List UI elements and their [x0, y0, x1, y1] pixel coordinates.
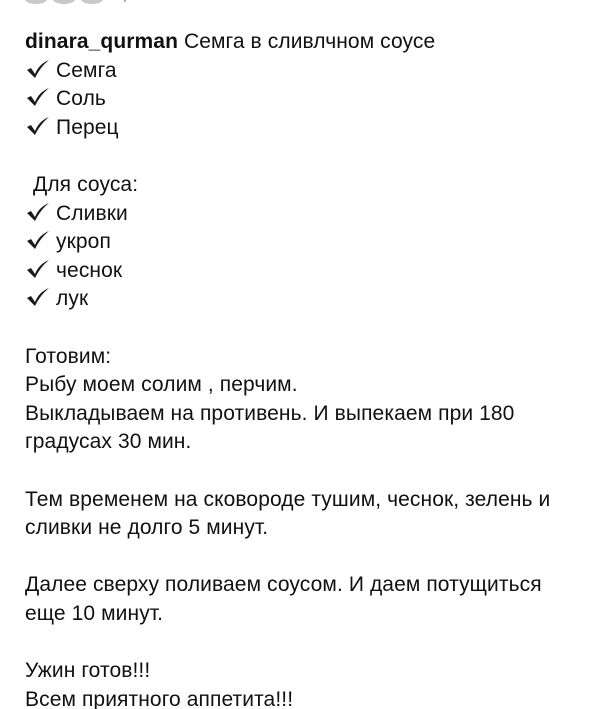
ingredient-label: Семга	[56, 58, 117, 82]
closing-text: Ужин готов!!!	[25, 659, 151, 683]
check-icon	[25, 116, 51, 136]
recipe-title: Семга в сливлчном соусе	[183, 30, 436, 53]
sauce-ingredient-label: Сливки	[56, 201, 128, 225]
post-caption	[25, 28, 582, 709]
cropped-avatar	[80, 0, 104, 4]
sauce-ingredient-label: лук	[56, 287, 89, 311]
check-icon	[25, 287, 51, 307]
sauce-ingredient-label: укроп	[56, 230, 111, 254]
step-text: Рыбу моем солим , перчим.	[25, 373, 298, 397]
cropped-separator	[124, 0, 126, 2]
sauce-ingredient-item	[25, 228, 582, 257]
sauce-ingredient-item	[25, 285, 582, 314]
check-icon	[25, 230, 51, 250]
steps-heading: Готовим:	[25, 344, 112, 368]
check-icon	[25, 202, 51, 222]
ingredient-item	[25, 114, 582, 143]
cropped-avatar	[52, 0, 76, 4]
cropped-avatar	[24, 0, 48, 4]
step-text: Далее сверху поливаем соусом. И даем потущиться еще 10 минут.	[25, 573, 542, 625]
ingredient-item	[25, 57, 582, 86]
step-text: Выкладываем на противень. И выпекаем при 180 градусах 30 мин.	[25, 401, 515, 454]
check-icon	[25, 259, 51, 279]
caption-header	[25, 28, 582, 57]
ingredient-item	[25, 85, 582, 114]
sauce-ingredient-item	[25, 257, 582, 286]
sauce-ingredient-label: чеснок	[56, 258, 123, 282]
cropped-avatar-row	[24, 0, 184, 8]
ingredient-label: Соль	[56, 87, 106, 111]
step-text: Тем временем на сковороде тушим, чеснок, зелень и сливки не долго 5 минут.	[25, 487, 551, 540]
closing-text: Всем приятного аппетита!!!	[25, 687, 294, 709]
ingredient-label: Перец	[56, 115, 119, 139]
sauce-heading: Для соуса:	[33, 172, 139, 196]
check-icon	[25, 59, 51, 79]
check-icon	[25, 87, 51, 107]
sauce-ingredient-item	[25, 200, 582, 229]
username-link[interactable]: dinara_qurman	[25, 30, 179, 53]
